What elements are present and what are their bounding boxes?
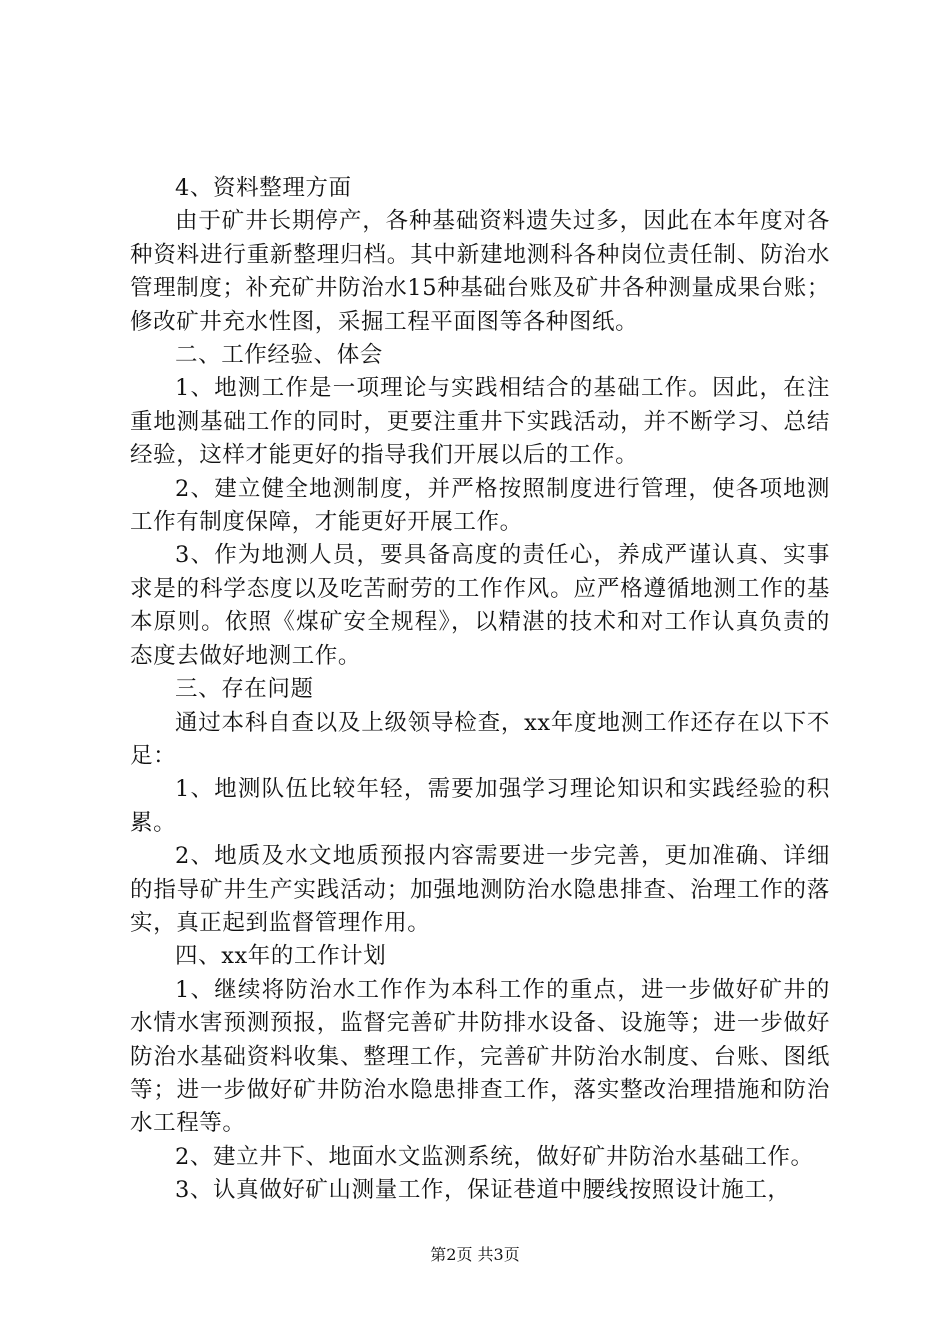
section-subheading: 4、资料整理方面 (175, 175, 352, 201)
body-paragraph: 通过本科自查以及上级领导检查，xx年度地测工作还存在以下不足： (130, 709, 830, 769)
body-paragraph: 2、地质及水文地质预报内容需要进一步完善，更加准确、详细的指导矿井生产实践活动；加强地测防治水隐患排查、治理工作的落实，真正起到监督管理作用。 (130, 843, 830, 936)
body-paragraph: 3、作为地测人员，要具备高度的责任心，养成严谨认真、实事求是的科学态度以及吃苦耐劳的工作作风。应严格遵循地测工作的基本原则。依照《煤矿安全规程》，以精湛的技术和对工作认真负责的态度去做好地测工作。 (130, 542, 830, 669)
section-heading: 三、存在问题 (175, 676, 314, 703)
document-body (130, 172, 830, 1208)
body-paragraph: 2、建立井下、地面水文监测系统，做好矿井防治水基础工作。 (175, 1143, 814, 1170)
page-number-footer: 第2页 共3页 (430, 1245, 520, 1264)
body-paragraph: 1、地测队伍比较年轻，需要加强学习理论知识和实践经验的积累。 (130, 776, 830, 836)
body-paragraph: 1、继续将防治水工作作为本科工作的重点，进一步做好矿井的水情水害预测预报，监督完善矿井防排水设备、设施等；进一步做好防治水基础资料收集、整理工作，完善矿井防治水制度、台账、图纸等；进一步做好矿井防治水隐患排查工作，落实整改治理措施和防治水工程等。 (130, 976, 830, 1137)
body-paragraph: 3、认真做好矿山测量工作，保证巷道中腰线按照设计施工， (175, 1177, 791, 1204)
section-heading: 二、工作经验、体会 (175, 342, 383, 369)
body-paragraph: 2、建立健全地测制度，并严格按照制度进行管理，使各项地测工作有制度保障，才能更好开展工作。 (130, 475, 830, 536)
body-paragraph: 1、地测工作是一项理论与实践相结合的基础工作。因此，在注重地测基础工作的同时，更要注重井下实践活动，并不断学习、总结经验，这样才能更好的指导我们开展以后的工作。 (130, 375, 830, 469)
body-paragraph: 由于矿井长期停产，各种基础资料遗失过多，因此在本年度对各种资料进行重新整理归档。其中新建地测科各种岗位责任制、防治水管理制度；补充矿井防治水15种基础台账及矿井各种测量成果台账；修改矿井充水性图，采掘工程平面图等各种图纸。 (130, 208, 830, 335)
section-heading: 四、xx年的工作计划 (175, 943, 387, 970)
